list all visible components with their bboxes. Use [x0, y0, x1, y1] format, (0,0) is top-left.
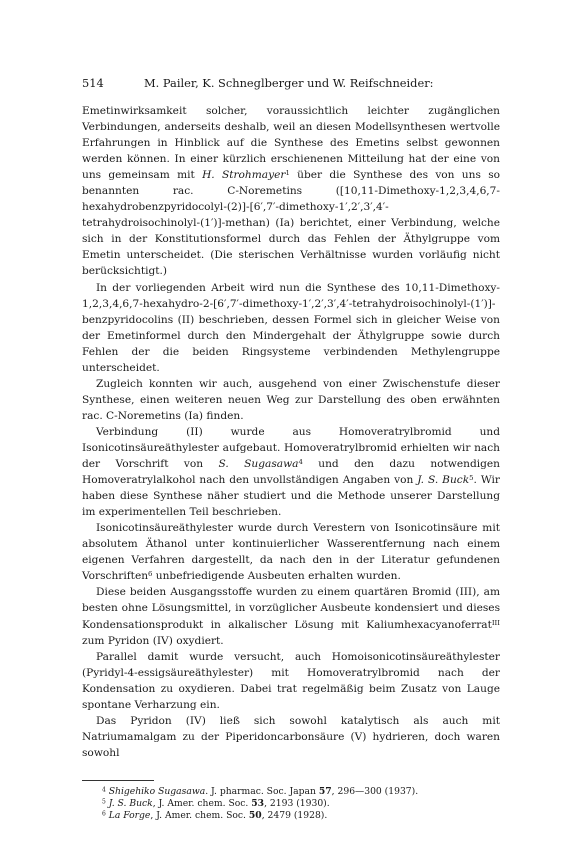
footnote-ref-5: 5: [469, 473, 474, 482]
author-sugasawa: S. Sugasawa: [218, 458, 299, 471]
paragraph-3: Zugleich konnten wir auch, ausgehend von einer Zwischenstufe dieser Synthese, einen weiteren neuen Weg zur Darstellung des oben erwähnten rac. C-Noremetins (Ia) finden.: [82, 377, 500, 422]
paragraph-7: Parallel damit wurde versucht, auch Homoisonicotinsäureäthylester (Pyridyl-4-essigsäureäthylester) mit Homoveratrylbromid nach der Kondensation zu oxydieren. Dabei trat regelmäßig beim Zusatz von Lauge spontane Verharzung ein.: [82, 650, 500, 711]
paragraph-1: Emetinwirksamkeit solcher, voraussichtlich leichter zugänglichen Verbindungen, anderseits deshalb, weil an diesen Modellsynthesen wertvolle Erfahrungen in Hinblick auf die Synthese des Emetins selbst gewonnen werden können. In einer kürzlich erschienenen Mitteilung hat der eine von uns gemeinsam mit H. Strohmayer$^1$ über die Synthese des von uns so benannten rac. C-Noremetins ([10,11-Dimethoxy-1,2,3,4,6,7-hexahydrobenzpyridocolyl-(2)]-[6′,7′-dimethoxy-1′,2′,3′,4′-tetrahydroisochinolyl-(1′)]-methan) (Ia) berichtet, einer Verbindung, welche sich in der Konstitutionsformel durch das Fehlen der Äthylgruppe vom Emetin unterscheidet. (Die sterischen Verhältnisse wurden vorläufig nicht berücksichtigt.): [82, 105, 501, 278]
footnote-6: $^6$ La Forge, J. Amer. chem. Soc. 50, 2479 (1928).: [102, 810, 328, 822]
superscript-iii: III: [491, 618, 500, 627]
running-head-authors: M. Pailer, K. Schneglberger und W. Reifschneider:: [144, 76, 434, 90]
paragraph-8: Das Pyridon (IV) ließ sich sowohl katalytisch als auch mit Natriumamalgam zu der Piperidoncarbonsäure (V) hydrieren, doch waren sowohl: [82, 714, 500, 759]
footnote-rule: [82, 780, 154, 781]
author-strohmayer: H. Strohmayer: [202, 169, 286, 182]
paragraph-5: Isonicotinsäureäthylester wurde durch Verestern von Isonicotinsäure mit absolutem Äthanol unter kontinuierlicher Wasserentfernung nach einem eigenen Verfahren dargestellt, da nach den in der Literatur gefundenen Vorschriften$^6$ unbefriedigende Ausbeuten erhalten wurden.: [82, 522, 500, 583]
footnote-ref-4: 4: [298, 457, 303, 466]
paragraph-4: Verbindung (II) wurde aus Homoveratrylbromid und Isonicotinsäureäthylester aufgebaut. Homoveratrylbromid erhielten wir nach der Vorschrift von S. Sugasawa$^4$ und den dazu notwendigen Homoveratrylalkohol nach den unvollständigen Angaben von J. S. Buck$^5$. Wir haben diese Synthese näher studiert und die Methode unserer Darstellung im experimentellen Teil beschrieben.: [82, 425, 500, 519]
body-text: [82, 103, 500, 761]
footnote-ref-1: 1: [285, 169, 290, 178]
author-buck: J. S. Buck: [417, 474, 470, 487]
paragraph-6: Diese beiden Ausgangsstoffe wurden zu einem quartären Bromid (III), am besten ohne Lösungsmittel, in vorzüglicher Ausbeute kondensiert und dieses Kondensationsprodukt in alkalischer Lösung mit Kaliumhexacyanoferrat$^{III}$ zum Pyridon (IV) oxydiert.: [82, 586, 500, 647]
page-number: 514: [82, 76, 104, 90]
footnote-4: $^4$ Shigehiko Sugasawa. J. pharmac. Soc. Japan 57, 296—300 (1937).: [102, 786, 419, 797]
paragraph-2: In der vorliegenden Arbeit wird nun die Synthese des 10,11-Dimethoxy-1,2,3,4,6,7-hexahydro-2-[6′,7′-dimethoxy-1′,2′,3′,4′-tetrahydroisochinolyl-(1′)]-benzpyridocolins (II) beschrieben, dessen Formel sich in gleicher Weise von der Emetinformel durch den Mindergehalt der Äthylgruppe sowie durch Fehlen der die beiden Ringsysteme verbindenden Methylengruppe unterscheidet.: [82, 281, 500, 374]
footnote-5: $^5$ J. S. Buck, J. Amer. chem. Soc. 53, 2193 (1930).: [102, 798, 330, 810]
footnotes: [82, 786, 500, 823]
footnote-ref-6: 6: [148, 570, 153, 579]
